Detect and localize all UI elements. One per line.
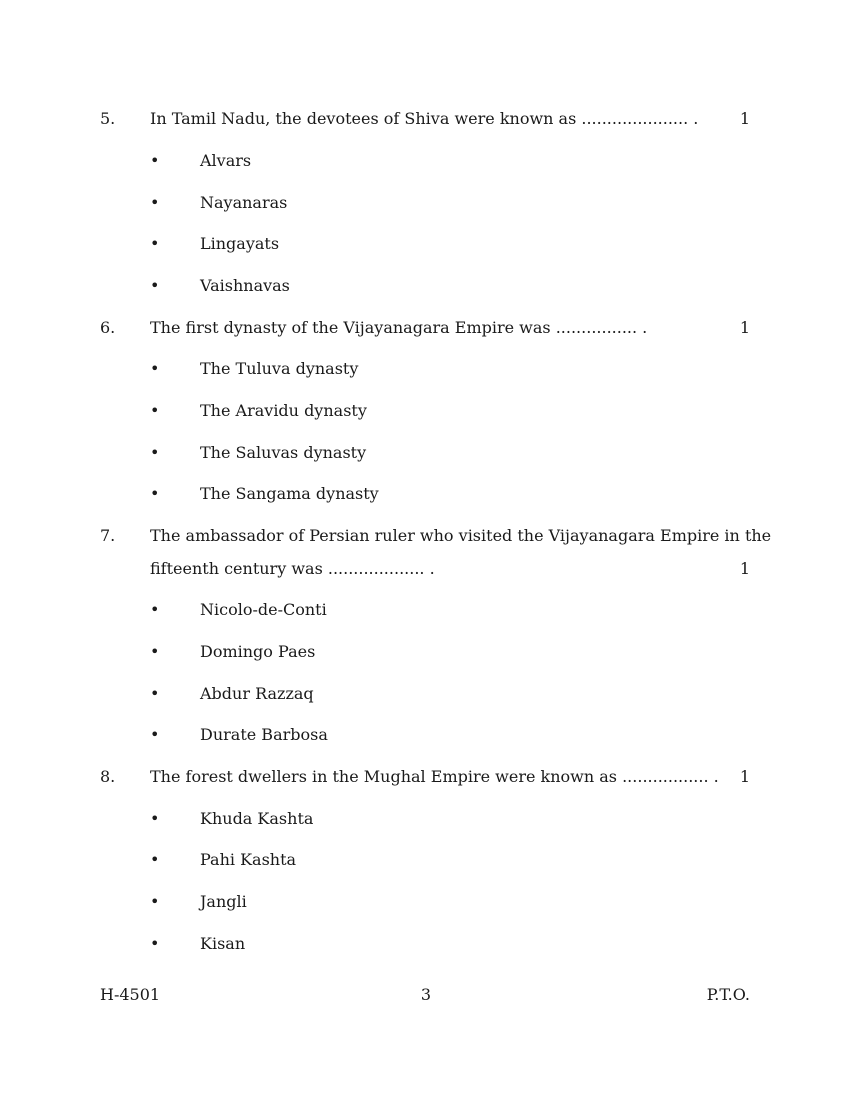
question-8 <box>100 765 750 789</box>
question-text: In Tamil Nadu, the devotees of Shiva were known as ..................... . <box>150 109 699 128</box>
option-text: The Tuluva dynasty <box>200 359 359 378</box>
page-footer <box>100 983 750 1007</box>
option-text: Abdur Razzaq <box>200 684 314 703</box>
question-marks: 1 <box>739 318 750 337</box>
option-text: The Sangama dynasty <box>200 484 379 503</box>
page-number: 3 <box>420 985 432 1004</box>
bullet-icon: • <box>150 359 160 378</box>
option-text: Alvars <box>200 151 252 170</box>
question-7-continued <box>100 557 750 581</box>
bullet-icon: • <box>150 234 160 253</box>
bullet-icon: • <box>150 193 160 212</box>
option-text: Khuda Kashta <box>200 809 314 828</box>
bullet-icon: • <box>150 600 160 619</box>
paper-code: H-4501 <box>100 985 161 1004</box>
question-marks: 1 <box>739 767 750 786</box>
question-5 <box>100 107 750 131</box>
question-text: The forest dwellers in the Mughal Empire were known as ................. . <box>150 767 719 786</box>
bullet-icon: • <box>150 401 160 420</box>
option-text: Kisan <box>200 934 246 953</box>
option-text: The Saluvas dynasty <box>200 443 367 462</box>
bullet-icon: • <box>150 276 160 295</box>
bullet-icon: • <box>150 642 160 661</box>
bullet-icon: • <box>150 484 160 503</box>
option-text: Jangli <box>200 892 247 911</box>
question-number: 6. <box>100 318 116 337</box>
bullet-icon: • <box>150 850 160 869</box>
bullet-icon: • <box>150 934 160 953</box>
question-6 <box>100 316 750 340</box>
option-text: Nicolo-de-Conti <box>200 600 327 619</box>
option-text: Nayanaras <box>200 193 288 212</box>
bullet-icon: • <box>150 725 160 744</box>
question-marks: 1 <box>739 559 750 578</box>
question-number: 5. <box>100 109 116 128</box>
option-text: Lingayats <box>200 234 280 253</box>
question-number: 7. <box>100 526 116 545</box>
option-text: Domingo Paes <box>200 642 316 661</box>
bullet-icon: • <box>150 151 160 170</box>
bullet-icon: • <box>150 684 160 703</box>
option-text: The Aravidu dynasty <box>200 401 367 420</box>
bullet-icon: • <box>150 809 160 828</box>
pto-label: P.T.O. <box>706 985 750 1004</box>
question-number: 8. <box>100 767 116 786</box>
question-text: The first dynasty of the Vijayanagara Empire was ................ . <box>150 318 648 337</box>
question-marks: 1 <box>739 109 750 128</box>
question-text: The ambassador of Persian ruler who visited the Vijayanagara Empire in the <box>150 526 772 545</box>
question-7 <box>100 524 772 548</box>
bullet-icon: • <box>150 443 160 462</box>
question-text: fifteenth century was ................... . <box>150 559 435 578</box>
option-text: Vaishnavas <box>200 276 290 295</box>
option-text: Pahi Kashta <box>200 850 297 869</box>
bullet-icon: • <box>150 892 160 911</box>
option-text: Durate Barbosa <box>200 725 328 744</box>
